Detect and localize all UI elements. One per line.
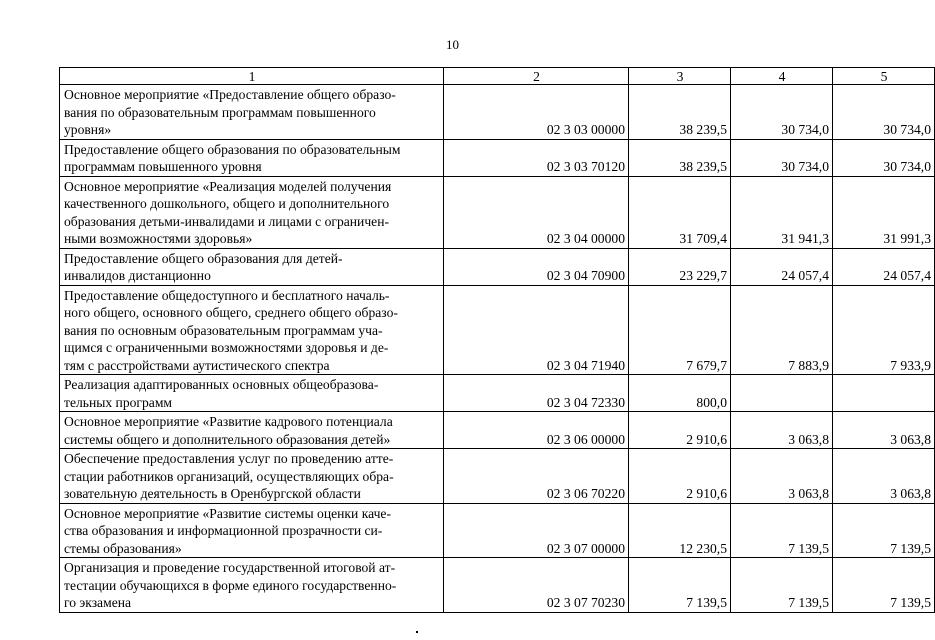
cell-value-col4: 7 139,5 bbox=[731, 558, 833, 613]
cell-value-col4: 31 941,3 bbox=[731, 176, 833, 248]
scan-mark bbox=[416, 631, 418, 633]
table-row bbox=[60, 375, 935, 412]
cell-value-col5: 24 057,4 bbox=[833, 248, 935, 285]
cell-value-col3: 31 709,4 bbox=[629, 176, 731, 248]
cell-value-col3: 12 230,5 bbox=[629, 503, 731, 558]
cell-value-col5: 30 734,0 bbox=[833, 85, 935, 140]
cell-value-col3: 2 910,6 bbox=[629, 449, 731, 504]
cell-name: Предоставление общедоступного и бесплатного началь- ного общего, основного общего, среднего общего образо- вания по основным образовательным программам уча- щимся с ограниченными возможностями здоровья и де- тям с расстройствами аутистического спектра bbox=[60, 285, 444, 375]
cell-value-col4: 7 883,9 bbox=[731, 285, 833, 375]
table-row bbox=[60, 176, 935, 248]
cell-code: 02 3 04 70900 bbox=[444, 248, 629, 285]
cell-value-col4: 30 734,0 bbox=[731, 139, 833, 176]
page-number: 10 bbox=[446, 37, 459, 52]
cell-code: 02 3 04 71940 bbox=[444, 285, 629, 375]
table-row bbox=[60, 285, 935, 375]
cell-code: 02 3 04 72330 bbox=[444, 375, 629, 412]
cell-name: Обеспечение предоставления услуг по проведению атте- стации работников организаций, осуществляющих обра- зовательную деятельность в Оренбургской области bbox=[60, 449, 444, 504]
column-header-1: 1 bbox=[60, 68, 444, 85]
table-row bbox=[60, 85, 935, 140]
cell-value-col5: 30 734,0 bbox=[833, 139, 935, 176]
cell-name: Предоставление общего образования по образовательным программам повышенного уровня bbox=[60, 139, 444, 176]
budget-table bbox=[59, 67, 935, 613]
table-row bbox=[60, 248, 935, 285]
cell-name: Организация и проведение государственной итоговой ат- тестации обучающихся в форме единого государственно- го экзамена bbox=[60, 558, 444, 613]
cell-value-col3: 7 679,7 bbox=[629, 285, 731, 375]
table-row bbox=[60, 139, 935, 176]
cell-name: Основное мероприятие «Развитие системы оценки каче- ства образования и информационной прозрачности си- стемы образования» bbox=[60, 503, 444, 558]
cell-code: 02 3 07 70230 bbox=[444, 558, 629, 613]
cell-name: Реализация адаптированных основных общеобразова- тельных программ bbox=[60, 375, 444, 412]
cell-name: Основное мероприятие «Предоставление общего образо- вания по образовательным программам повышенного уровня» bbox=[60, 85, 444, 140]
cell-value-col3: 38 239,5 bbox=[629, 139, 731, 176]
cell-code: 02 3 06 00000 bbox=[444, 412, 629, 449]
cell-value-col5: 7 139,5 bbox=[833, 503, 935, 558]
table-header-row bbox=[60, 68, 935, 85]
cell-value-col4 bbox=[731, 375, 833, 412]
cell-value-col5: 31 991,3 bbox=[833, 176, 935, 248]
table-row bbox=[60, 503, 935, 558]
cell-value-col4: 24 057,4 bbox=[731, 248, 833, 285]
column-header-3: 3 bbox=[629, 68, 731, 85]
column-header-4: 4 bbox=[731, 68, 833, 85]
cell-code: 02 3 03 70120 bbox=[444, 139, 629, 176]
cell-name: Основное мероприятие «Развитие кадрового потенциала системы общего и дополнительного образования детей» bbox=[60, 412, 444, 449]
table-row bbox=[60, 558, 935, 613]
cell-value-col3: 38 239,5 bbox=[629, 85, 731, 140]
column-header-5: 5 bbox=[833, 68, 935, 85]
column-header-2: 2 bbox=[444, 68, 629, 85]
cell-value-col3: 800,0 bbox=[629, 375, 731, 412]
cell-value-col5: 7 139,5 bbox=[833, 558, 935, 613]
cell-code: 02 3 04 00000 bbox=[444, 176, 629, 248]
cell-value-col3: 23 229,7 bbox=[629, 248, 731, 285]
cell-value-col3: 2 910,6 bbox=[629, 412, 731, 449]
cell-value-col4: 3 063,8 bbox=[731, 449, 833, 504]
cell-code: 02 3 07 00000 bbox=[444, 503, 629, 558]
cell-name: Предоставление общего образования для детей- инвалидов дистанционно bbox=[60, 248, 444, 285]
cell-code: 02 3 06 70220 bbox=[444, 449, 629, 504]
cell-value-col3: 7 139,5 bbox=[629, 558, 731, 613]
cell-code: 02 3 03 00000 bbox=[444, 85, 629, 140]
cell-value-col4: 7 139,5 bbox=[731, 503, 833, 558]
cell-value-col5 bbox=[833, 375, 935, 412]
cell-name: Основное мероприятие «Реализация моделей получения качественного дошкольного, общего и дополнительного образования детьми-инвалидами и лицами с ограничен- ными возможностями здоровья» bbox=[60, 176, 444, 248]
table-row bbox=[60, 412, 935, 449]
cell-value-col5: 3 063,8 bbox=[833, 412, 935, 449]
cell-value-col5: 7 933,9 bbox=[833, 285, 935, 375]
table-row bbox=[60, 449, 935, 504]
cell-value-col5: 3 063,8 bbox=[833, 449, 935, 504]
cell-value-col4: 3 063,8 bbox=[731, 412, 833, 449]
cell-value-col4: 30 734,0 bbox=[731, 85, 833, 140]
